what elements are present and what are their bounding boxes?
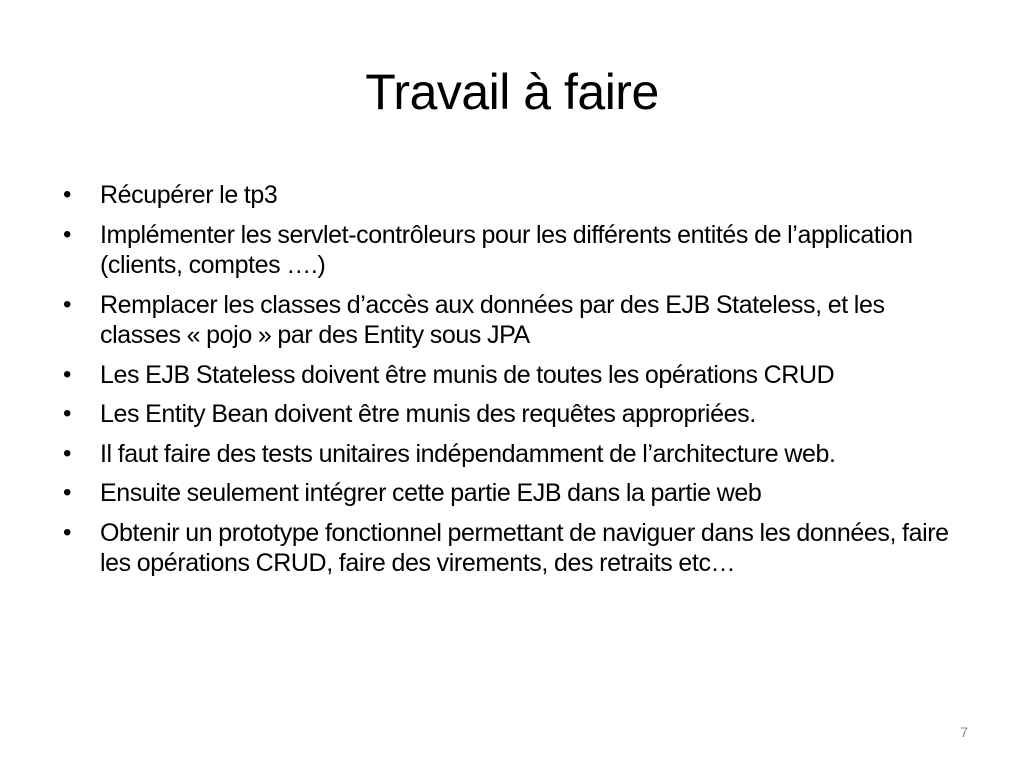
bullet-icon: • (63, 518, 72, 546)
bullet-icon: • (63, 220, 72, 248)
bullet-item (63, 180, 968, 211)
bullet-item (63, 439, 968, 470)
page-number: 7 (960, 724, 968, 740)
bullet-icon: • (63, 360, 72, 388)
bullet-text: Les Entity Bean doivent être munis des requêtes appropriées. (100, 400, 756, 428)
bullet-text: Récupérer le tp3 (100, 181, 278, 209)
bullet-icon: • (63, 290, 72, 318)
bullet-item (63, 518, 968, 579)
bullet-item (63, 478, 968, 509)
bullet-item (63, 399, 968, 430)
bullet-text: Les EJB Stateless doivent être munis de toutes les opérations CRUD (100, 360, 835, 389)
bullet-item (63, 360, 968, 391)
bullet-text: Implémenter les servlet-contrôleurs pour les différents entités de l’application (clients, comptes ….) (100, 220, 913, 279)
bullet-text: Il faut faire des tests unitaires indépendamment de l’architecture web. (100, 439, 836, 468)
bullet-item (63, 290, 968, 351)
bullet-text: Obtenir un prototype fonctionnel permettant de naviguer dans les données, faire les opérations CRUD, faire des virements, des retraits etc… (100, 518, 949, 577)
bullet-icon: • (63, 400, 72, 427)
bullet-icon: • (63, 439, 72, 467)
bullet-icon: • (63, 479, 72, 506)
bullet-list (63, 180, 968, 588)
bullet-item (63, 220, 968, 281)
bullet-text: Remplacer les classes d’accès aux données par des EJB Stateless, et les classes « pojo » par des Entity sous JPA (100, 290, 885, 349)
bullet-text: Ensuite seulement intégrer cette partie EJB dans la partie web (100, 479, 762, 507)
slide-title: Travail à faire (365, 64, 659, 120)
bullet-icon: • (63, 181, 72, 208)
